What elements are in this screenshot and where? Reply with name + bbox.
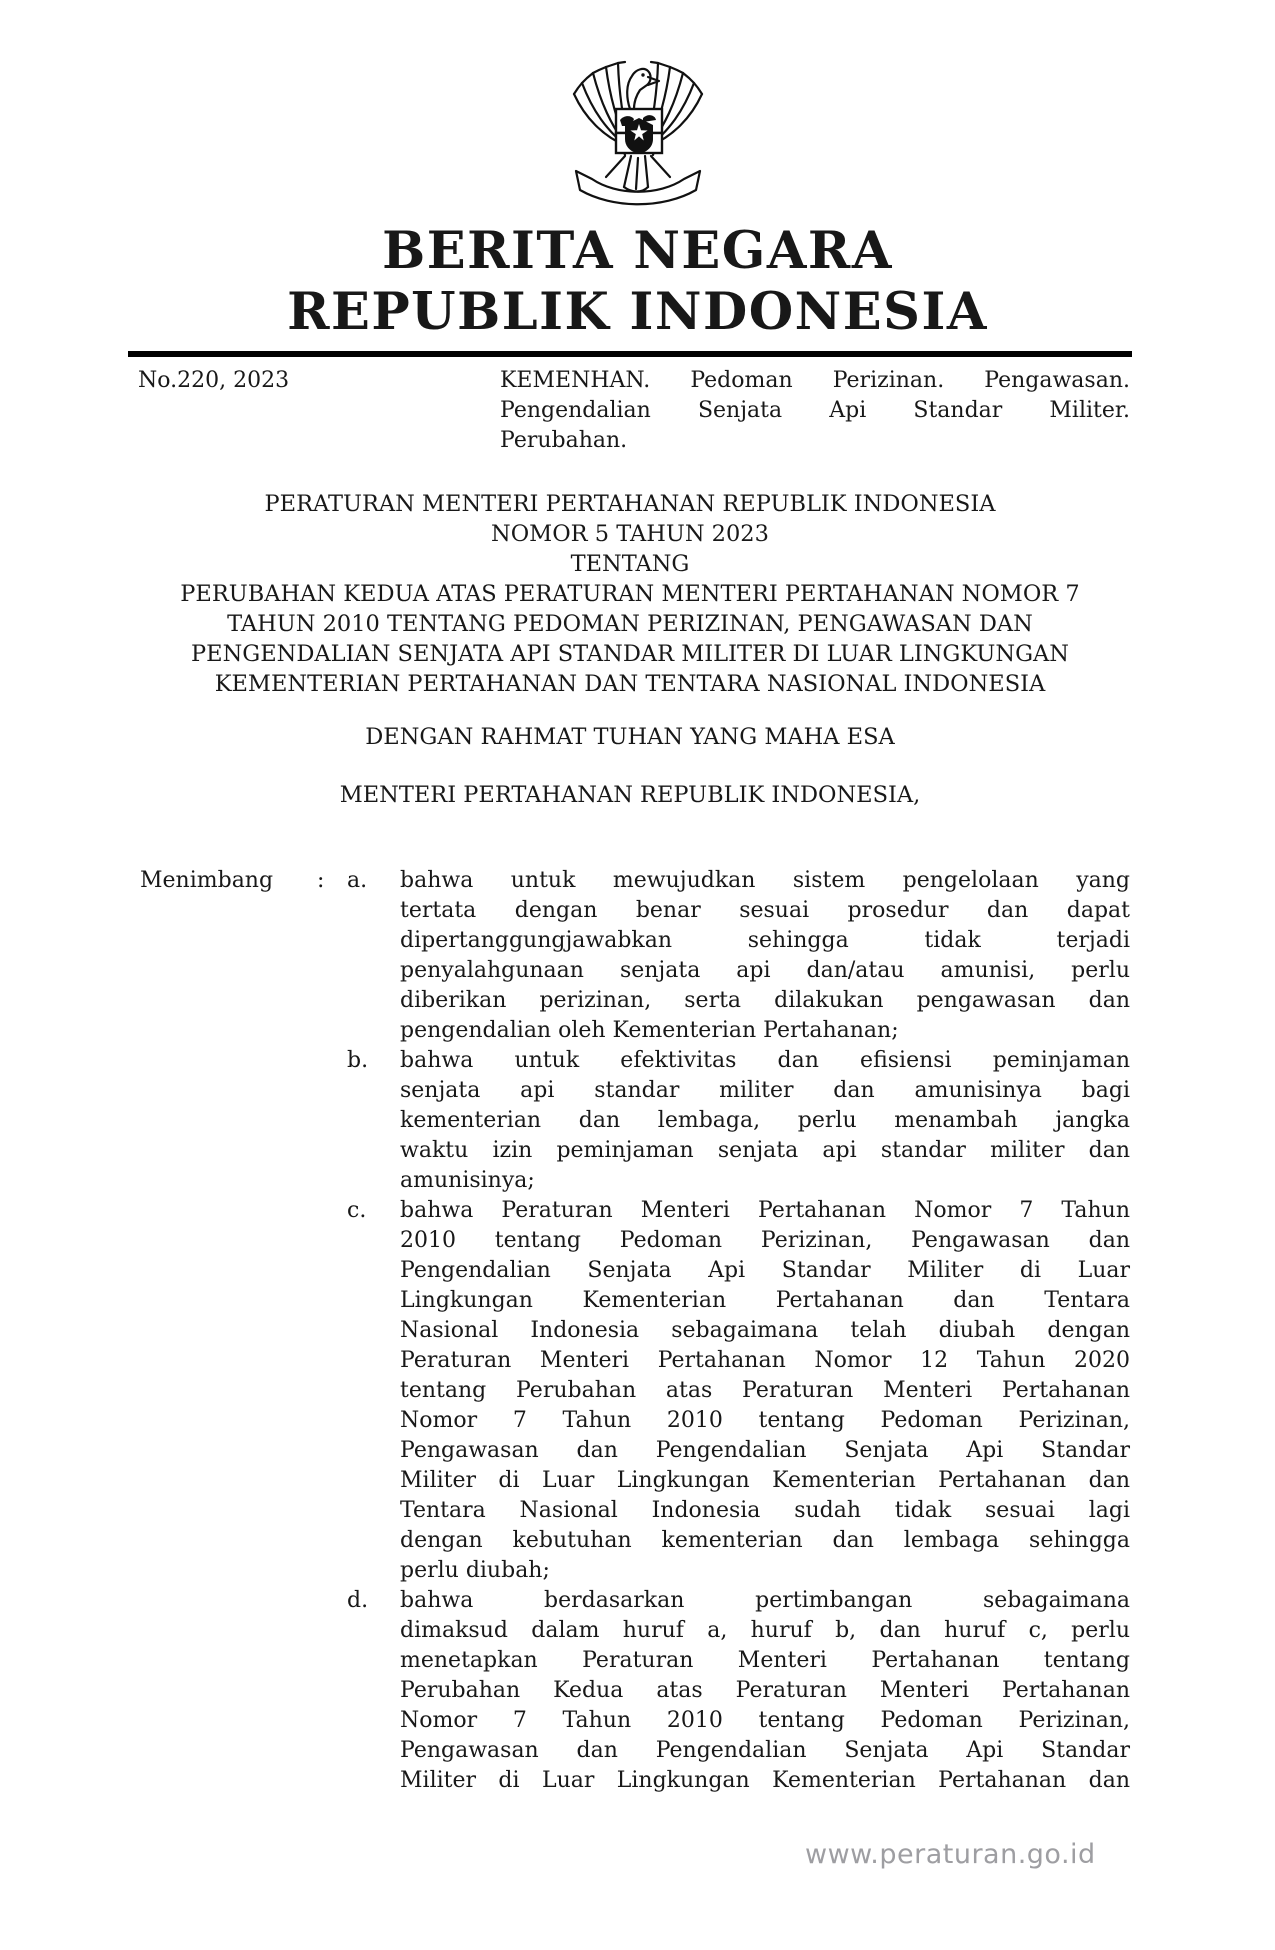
- text-line: bahwa untuk mewujudkan sistem pengelolaan yang: [400, 868, 1130, 893]
- masthead-title-line1: BERITA NEGARA: [382, 221, 893, 281]
- text-line: penyalahgunaan senjata api dan/atau amunisi, perlu: [400, 958, 1130, 983]
- footer-url: www.peraturan.go.id: [805, 1839, 1096, 1870]
- item-letter: d.: [347, 1588, 369, 1613]
- gazette-header: [130, 366, 1130, 456]
- text-line: Pengawasan dan Pengendalian Senjata Api Standar: [400, 1438, 1130, 1463]
- text-line: waktu izin peminjaman senjata api standar militer dan: [400, 1138, 1130, 1163]
- text-line: kementerian dan lembaga, perlu menambah jangka: [400, 1108, 1130, 1133]
- text-line: perlu diubah;: [400, 1558, 550, 1583]
- text-line: dengan kebutuhan kementerian dan lembaga sehingga: [400, 1528, 1130, 1553]
- text-line: Nomor 7 Tahun 2010 tentang Pedoman Perizinan,: [400, 1708, 1130, 1733]
- text-line: Nomor 7 Tahun 2010 tentang Pedoman Perizinan,: [400, 1408, 1130, 1433]
- invocation-line: DENGAN RAHMAT TUHAN YANG MAHA ESA: [365, 724, 895, 750]
- gazette-subject: [500, 366, 1130, 456]
- text-line: Perubahan Kedua atas Peraturan Menteri Pertahanan: [400, 1678, 1130, 1703]
- item-text: [400, 1046, 1130, 1196]
- considering-item-c: [130, 1196, 1130, 1586]
- regulation-title-line: KEMENTERIAN PERTAHANAN DAN TENTARA NASIONAL INDONESIA: [214, 671, 1046, 697]
- text-line: KEMENHAN. Pedoman Perizinan. Pengawasan.: [500, 368, 1130, 393]
- text-line: Militer di Luar Lingkungan Kementerian Pertahanan dan: [400, 1468, 1130, 1493]
- considering-section: [130, 866, 1130, 1796]
- considering-item-a: [130, 866, 1130, 1046]
- item-letter: a.: [347, 868, 368, 893]
- text-line: Peraturan Menteri Pertahanan Nomor 12 Tahun 2020: [400, 1348, 1130, 1373]
- text-line: dipertanggungjawabkan sehingga tidak terjadi: [400, 928, 1130, 953]
- text-line: Pengendalian Senjata Api Standar Militer.: [500, 398, 1130, 423]
- item-text: [400, 866, 1130, 1046]
- text-line: Pengawasan dan Pengendalian Senjata Api Standar: [400, 1738, 1130, 1763]
- regulation-title-line: PENGENDALIAN SENJATA API STANDAR MILITER DI LUAR LINGKUNGAN: [191, 641, 1069, 667]
- item-text: [400, 1196, 1130, 1586]
- regulation-title-line: PERATURAN MENTERI PERTAHANAN REPUBLIK INDONESIA: [264, 491, 996, 517]
- item-letter: c.: [347, 1198, 367, 1223]
- text-line: senjata api standar militer dan amunisinya bagi: [400, 1078, 1130, 1103]
- considering-label: Menimbang: [140, 868, 274, 893]
- text-line: tentang Perubahan atas Peraturan Menteri Pertahanan: [400, 1378, 1130, 1403]
- considering-item-d: [130, 1586, 1130, 1796]
- text-line: Nasional Indonesia sebagaimana telah diubah dengan: [400, 1318, 1130, 1343]
- regulation-title-line: NOMOR 5 TAHUN 2023: [491, 521, 769, 547]
- item-text: [400, 1586, 1130, 1796]
- text-line: Pengendalian Senjata Api Standar Militer di Luar: [400, 1258, 1130, 1283]
- authority-line: MENTERI PERTAHANAN REPUBLIK INDONESIA,: [339, 782, 921, 808]
- text-line: tertata dengan benar sesuai prosedur dan dapat: [400, 898, 1130, 923]
- masthead-divider: [128, 351, 1132, 357]
- text-line: Tentara Nasional Indonesia sudah tidak sesuai lagi: [400, 1498, 1130, 1523]
- regulation-title: [130, 489, 1130, 699]
- text-line: pengendalian oleh Kementerian Pertahanan;: [400, 1018, 899, 1043]
- text-line: Lingkungan Kementerian Pertahanan dan Tentara: [400, 1288, 1130, 1313]
- text-line: dimaksud dalam huruf a, huruf b, dan huruf c, perlu: [400, 1618, 1130, 1643]
- considering-colon: :: [317, 868, 325, 893]
- regulation-title-line: PERUBAHAN KEDUA ATAS PERATURAN MENTERI PERTAHANAN NOMOR 7: [180, 581, 1080, 607]
- text-line: menetapkan Peraturan Menteri Pertahanan tentang: [400, 1648, 1130, 1673]
- masthead-title-line2: REPUBLIK INDONESIA: [287, 282, 988, 342]
- text-line: Militer di Luar Lingkungan Kementerian Pertahanan dan: [400, 1768, 1130, 1793]
- text-line: bahwa untuk efektivitas dan efisiensi peminjaman: [400, 1048, 1130, 1073]
- text-line: amunisinya;: [400, 1168, 535, 1193]
- text-line: bahwa berdasarkan pertimbangan sebagaimana: [400, 1588, 1130, 1613]
- text-line: bahwa Peraturan Menteri Pertahanan Nomor 7 Tahun: [400, 1198, 1130, 1223]
- regulation-title-line: TAHUN 2010 TENTANG PEDOMAN PERIZINAN, PENGAWASAN DAN: [227, 611, 1033, 637]
- item-letter: b.: [347, 1048, 369, 1073]
- considering-item-b: [130, 1046, 1130, 1196]
- text-line: 2010 tentang Pedoman Perizinan, Pengawasan dan: [400, 1228, 1130, 1253]
- gazette-number: No.220, 2023: [138, 368, 290, 393]
- regulation-title-line: TENTANG: [570, 551, 690, 577]
- text-line: Perubahan.: [500, 428, 628, 453]
- text-line: diberikan perizinan, serta dilakukan pengawasan dan: [400, 988, 1130, 1013]
- masthead: [0, 221, 1275, 343]
- garuda-pancasila-emblem-icon: [563, 56, 713, 214]
